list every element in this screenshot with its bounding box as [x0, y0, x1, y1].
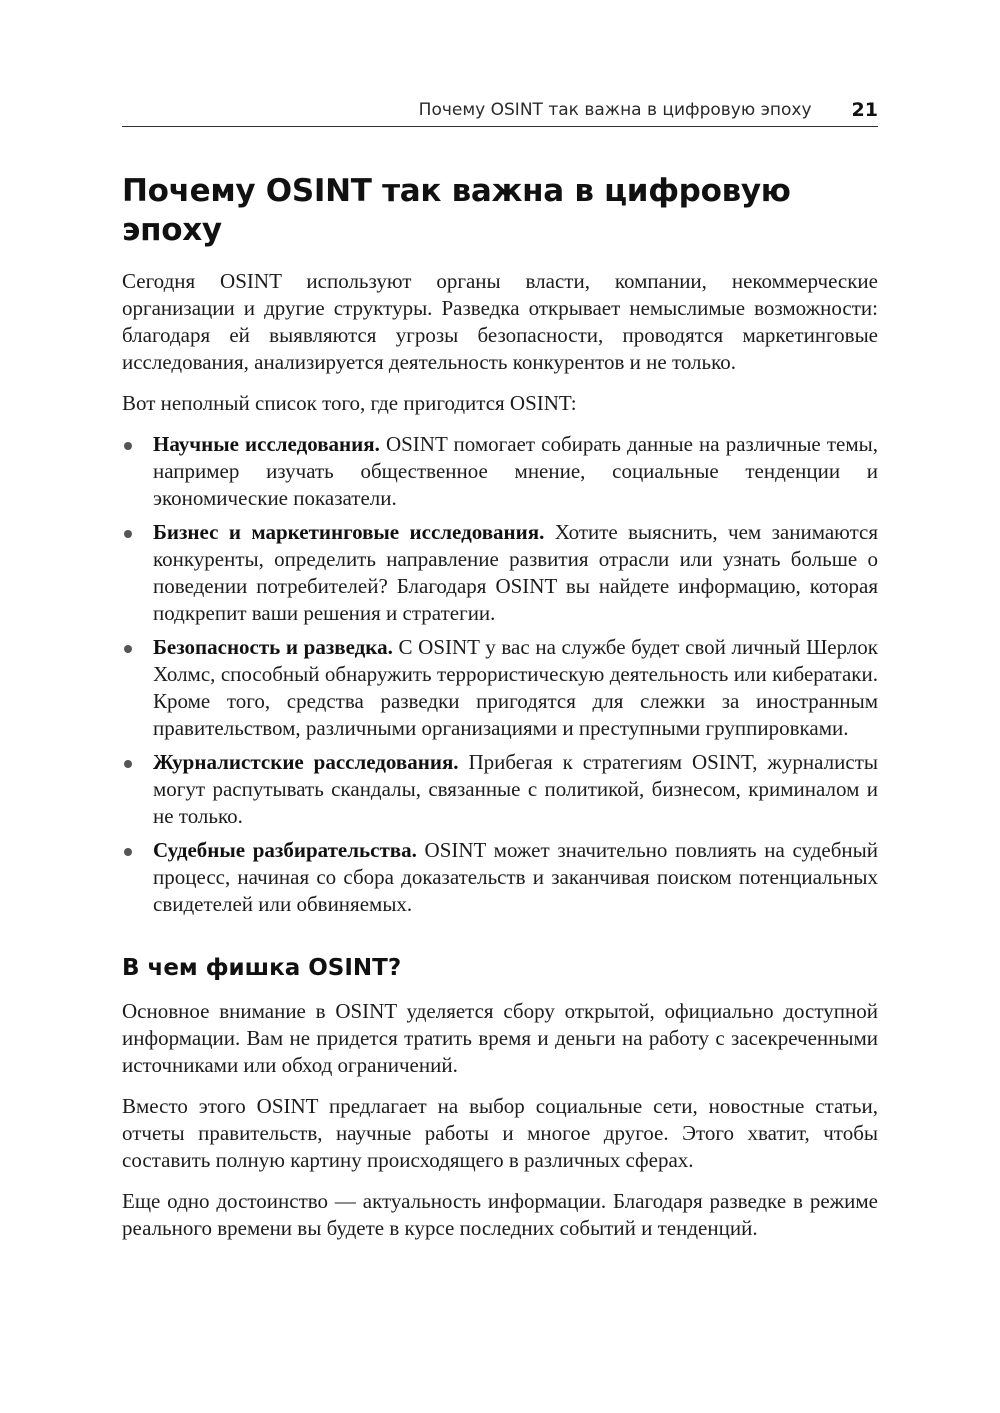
- body-paragraph: Еще одно достоинство — актуальность информации. Благодаря разведке в режиме реального времени вы будете в курсе последних событий и тенденций.: [122, 1189, 878, 1241]
- list-item-text: OSINT помогает собирать данные на различные темы, например изучать общественное мнение, социальные тенденции и экономические показатели.: [153, 431, 878, 510]
- section-heading: Почему OSINT так важна в цифровую эпоху: [122, 173, 791, 248]
- use-cases-list: [122, 431, 878, 918]
- list-item-term: Научные исследования.: [153, 431, 380, 456]
- list-item-term: Бизнес и маркетинговые исследования.: [153, 519, 545, 544]
- list-item-term: Безопасность и разведка.: [153, 634, 393, 659]
- body-paragraph: Вместо этого OSINT предлагает на выбор социальные сети, новостные статьи, отчеты правительств, научные работы и многое другое. Этого хватит, чтобы составить полную картину происходящего в различных сферах.: [122, 1094, 878, 1173]
- page-number: 21: [851, 99, 878, 121]
- bullet-icon: [124, 760, 132, 768]
- list-item: [122, 519, 878, 627]
- list-item-text: Прибегая к стратегиям OSINT, журналисты могут распутывать скандалы, связанные с политикой, бизнесом, криминалом и не только.: [153, 749, 879, 828]
- list-item-text: С OSINT у вас на службе будет свой личный Шерлок Холмс, способный обнаружить террористическую деятельность или кибератаки. Кроме того, средства разведки пригодятся для слежки за иностранным правительством, различными организациями и преступными группировками.: [153, 634, 878, 740]
- list-item-term: Журналистские расследования.: [153, 749, 459, 774]
- bullet-icon: [124, 645, 132, 653]
- body-paragraph: Основное внимание в OSINT уделяется сбору открытой, официально доступной информации. Вам не придется тратить время и деньги на работу с засекреченными источниками или обход ограничений.: [122, 999, 878, 1078]
- subsection-heading: В чем фишка OSINT?: [122, 954, 402, 981]
- list-item: [122, 634, 878, 742]
- bullet-icon: [124, 848, 132, 856]
- bullet-icon: [124, 530, 132, 538]
- list-item: [122, 749, 878, 830]
- list-item-text: OSINT может значительно повлиять на судебный процесс, начиная со сбора доказательств и заканчивая поиском потенциальных свидетелей или обвиняемых.: [153, 837, 878, 916]
- list-item: [122, 837, 878, 918]
- list-item-term: Судебные разбирательства.: [153, 837, 417, 862]
- bullet-icon: [124, 442, 132, 450]
- list-lead-paragraph: Вот неполный список того, где пригодится OSINT:: [122, 390, 577, 415]
- list-item-text: Хотите выяснить, чем занимаются конкуренты, определить направление развития отрасли или узнать больше о поведении потребителей? Благодаря OSINT вы найдете информацию, которая подкрепит ваши решения и стратегии.: [153, 519, 878, 625]
- running-head-title: Почему OSINT так важна в цифровую эпоху: [418, 100, 812, 120]
- page-content: [122, 172, 878, 1256]
- running-head: [122, 94, 878, 127]
- list-item: [122, 431, 878, 512]
- intro-paragraph: Сегодня OSINT используют органы власти, компании, некоммерческие организации и другие структуры. Разведка открывает немыслимые возможности: благодаря ей выявляются угрозы безопасности, проводятся маркетинговые исследования, анализируется деятельность конкурентов и не только.: [122, 268, 878, 374]
